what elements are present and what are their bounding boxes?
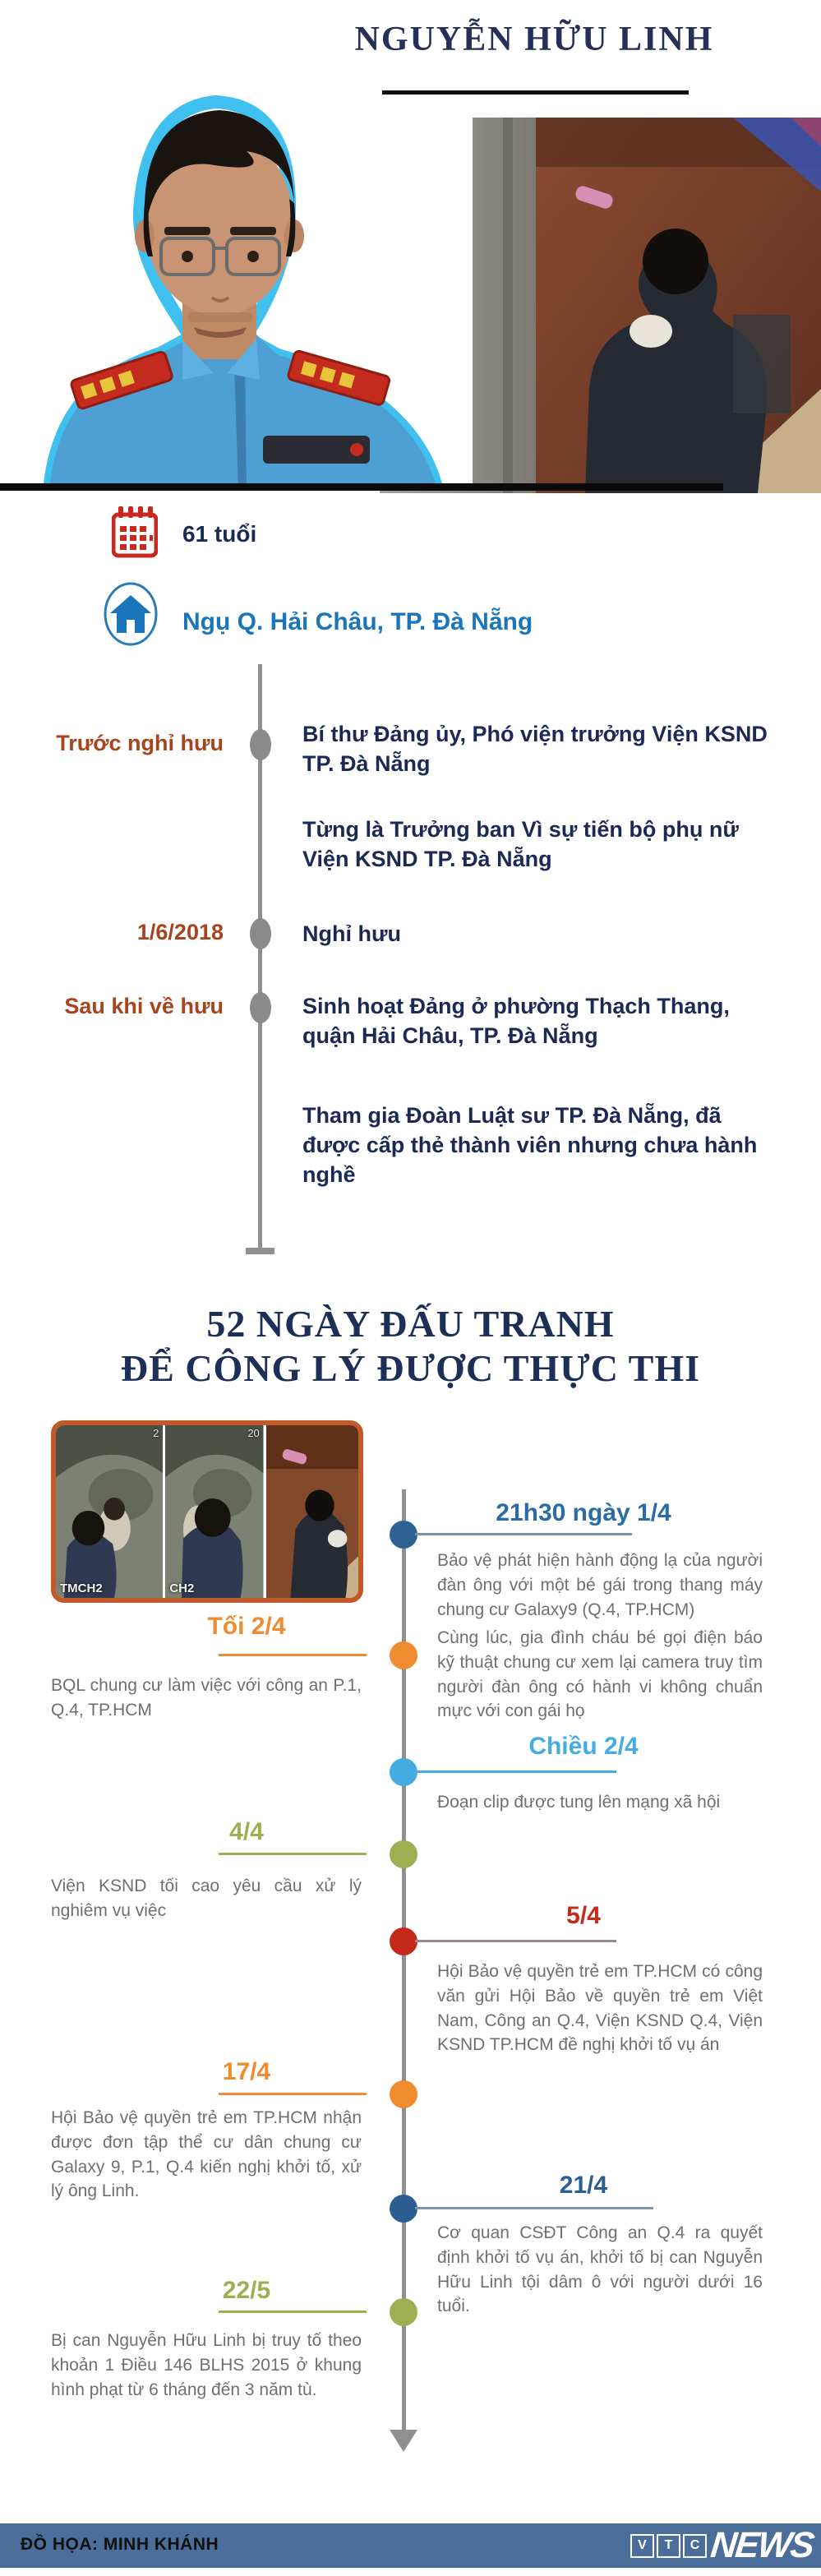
event-date: 21/4 [559,2172,608,2199]
event-underline [219,1654,367,1656]
logo-letter-box: C [683,2534,707,2558]
career-label-before-retirement: Trước nghỉ hưu [56,731,224,755]
portrait-illustration [0,51,473,491]
timeline-dot [250,918,271,949]
career-timeline-endcap [246,1248,274,1254]
cctv-frame [56,1425,165,1598]
cctv-photo-strip [51,1420,363,1603]
event-underline [415,1940,616,1942]
event-date: 21h30 ngày 1/4 [496,1499,671,1526]
event-text: Hội Bảo vệ quyền trẻ em TP.HCM nhận được đơn tập thể cư dân chung cư Galaxy 9, P.1, Q.4 kiến nghị khởi tố, xử lý ông Linh. [51,2108,362,2201]
cctv-frame [266,1425,358,1598]
career-text: Từng là Trưởng ban Vì sự tiến bộ phụ nữ Viện KSND TP. Đà Nẵng [302,817,739,871]
event-text: Viện KSND tối cao yêu cầu xử lý nghiêm vụ việc [51,1877,362,1920]
event-date: 5/4 [566,1902,601,1929]
cctv-caption: TMCH2 [60,1581,103,1595]
event-date: 22/5 [222,2277,271,2304]
calendar-icon [112,506,158,559]
event-date: Tối 2/4 [207,1613,286,1640]
credit-label: ĐỒ HỌA: MINH KHÁNH [21,2535,219,2554]
section-heading [0,1302,821,1392]
timeline-dot [250,729,271,760]
event-node [390,1641,417,1669]
cctv-timestamp: 2 [153,1427,159,1439]
event-underline [415,2207,653,2209]
vtc-news-logo [630,2527,813,2564]
career-text: Tham gia Đoàn Luật sư TP. Đà Nẵng, đã được cấp thẻ thành viên nhưng chưa hành nghề [302,1103,758,1187]
event-underline [415,1533,632,1535]
event-node [390,2195,417,2223]
event-text: Hội Bảo vệ quyền trẻ em TP.HCM có công văn gửi Hội Bảo về quyền trẻ em Việt Nam, Công an Q.4, Viện KSND Q.4, Viện KSND TP.HCM đề nghị khởi tố vụ án [437,1962,763,2055]
event-node [390,1758,417,1786]
event-text: Cơ quan CSĐT Công an Q.4 ra quyết định khởi tố vụ án, khởi tố bị can Nguyễn Hữu Linh tội dâm ô với người dưới 16 tuổi. [437,2223,763,2316]
logo-letter-box: V [630,2534,654,2558]
cctv-frame [165,1425,265,1598]
event-date: 4/4 [229,1818,264,1845]
event-timeline-line [402,1489,406,2431]
cctv-caption: CH2 [169,1581,195,1595]
career-label-date: 1/6/2018 [136,920,224,944]
career-text: Nghỉ hưu [302,921,402,946]
event-text: Bảo vệ phát hiện hành động lạ của người đàn ông với một bé gái trong thang máy chung cư Galaxy9 (Q.4, TP.HCM) [437,1551,763,1619]
event-underline [219,1853,367,1855]
event-date: 17/4 [222,2058,271,2085]
event-underline [219,2093,367,2095]
career-label-after-retirement: Sau khi về hưu [64,994,224,1018]
event-text: Đoạn clip được tung lên mạng xã hội [437,1793,721,1812]
event-underline [219,2311,367,2313]
event-text: BQL chung cư làm việc với công an P.1, Q.4, TP.HCM [51,1676,362,1720]
event-text: Bị can Nguyễn Hữu Linh bị truy tố theo khoản 1 Điều 146 BLHS 2015 ở khung hình phạt từ 6 tháng đến 3 năm tù. [51,2331,362,2399]
event-node [390,1927,417,1955]
residence-label: Ngụ Q. Hải Châu, TP. Đà Nẵng [182,608,533,635]
logo-news-text: NEWS [708,2525,815,2565]
career-text: Bí thư Đảng ủy, Phó viện trưởng Viện KSND TP. Đà Nẵng [302,722,768,776]
timeline-dot [250,992,271,1023]
timeline-arrow-icon [390,2430,417,2452]
age-label: 61 tuổi [182,521,257,547]
section-heading-line1: 52 NGÀY ĐẤU TRANH [206,1303,615,1345]
cctv-timestamp: 20 [247,1427,260,1439]
event-date: Chiều 2/4 [528,1733,639,1760]
section-heading-line2: ĐỂ CÔNG LÝ ĐƯỢC THỰC THI [120,1347,701,1390]
event-text: Cùng lúc, gia đình cháu bé gọi điện báo kỹ thuật chung cư xem lại camera truy tìm người đàn ông có hành vi không chuẩn mực với con gái họ [437,1628,763,1721]
title-underline [382,90,689,95]
header-divider [0,483,723,491]
page-title: NGUYỄN HỮU LINH [354,21,714,58]
career-text: Sinh hoạt Đảng ở phường Thạch Thang, quận Hải Châu, TP. Đà Nẵng [302,994,730,1048]
home-icon [104,582,158,646]
event-underline [415,1770,616,1773]
logo-letter-box: T [657,2534,680,2558]
portrait-photo [0,51,473,491]
event-node [390,1521,417,1549]
